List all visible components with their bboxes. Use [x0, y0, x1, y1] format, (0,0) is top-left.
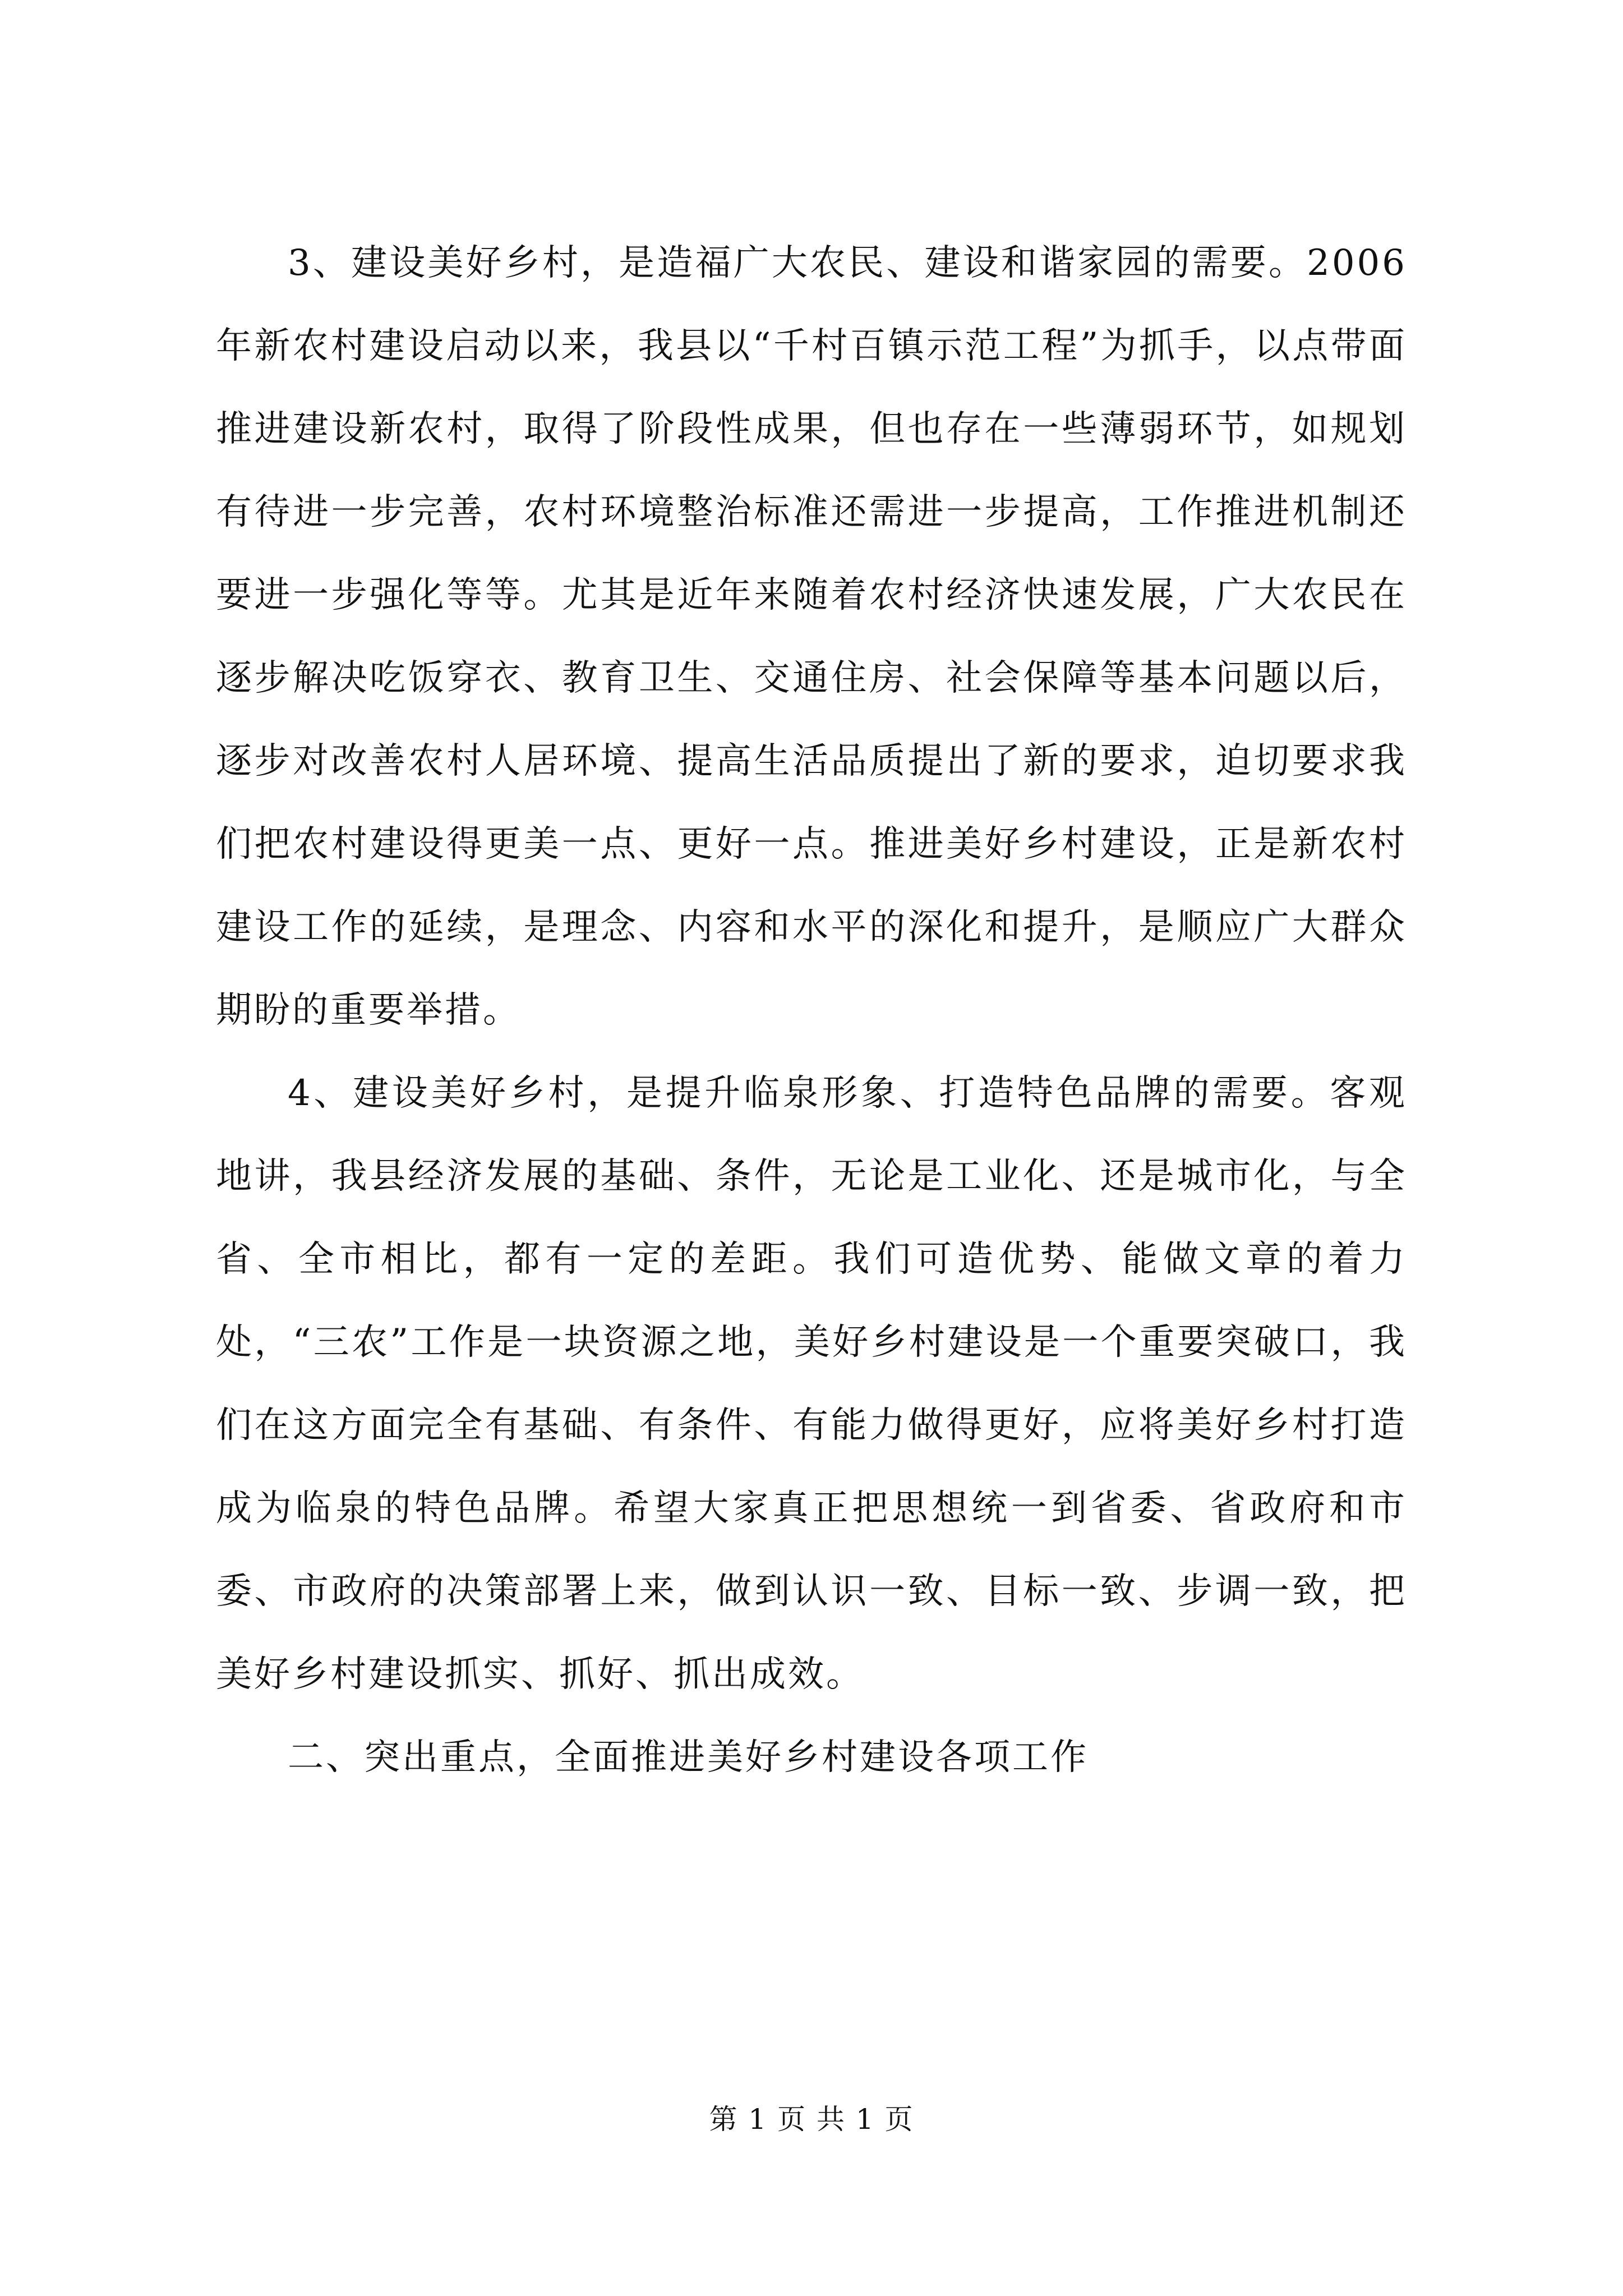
- page-footer: 第 1 页 共 1 页: [709, 2103, 914, 2136]
- paragraph-3: 3、建设美好乡村，是造福广大农民、建设和谐家园的需要。2006年新农村建设启动以来，我县以“千村百镇示范工程”为抓手，以点带面推进建设新农村，取得了阶段性成果，但也存在一些薄弱环节，如规划有待进一步完善，农村环境整治标准还需进一步提高，工作推进机制还要进一步强化等等。尤其是近年来随着农村经济快速发展，广大农民在逐步解决吃饭穿衣、教育卫生、交通住房、社会保障等基本问题以后，逐步对改善农村人居环境、提高生活品质提出了新的要求，迫切要求我们把农村建设得更美一点、更好一点。推进美好乡村建设，正是新农村建设工作的延续，是理念、内容和水平的深化和提升，是顺应广大群众期盼的重要举措。: [216, 242, 1407, 1031]
- section-heading: 二、突出重点，全面推进美好乡村建设各项工作: [288, 1737, 1089, 1778]
- document-body: [216, 222, 1407, 1799]
- paragraph-4: 4、建设美好乡村，是提升临泉形象、打造特色品牌的需要。客观地讲，我县经济发展的基础、条件，无论是工业化、还是城市化，与全省、全市相比，都有一定的差距。我们可造优势、能做文章的着力处，“三农”工作是一块资源之地，美好乡村建设是一个重要突破口，我们在这方面完全有基础、有条件、有能力做得更好，应将美好乡村打造成为临泉的特色品牌。希望大家真正把思想统一到省委、省政府和市委、市政府的决策部署上来，做到认识一致、目标一致、步调一致，把美好乡村建设抓实、抓好、抓出成效。: [216, 1073, 1407, 1695]
